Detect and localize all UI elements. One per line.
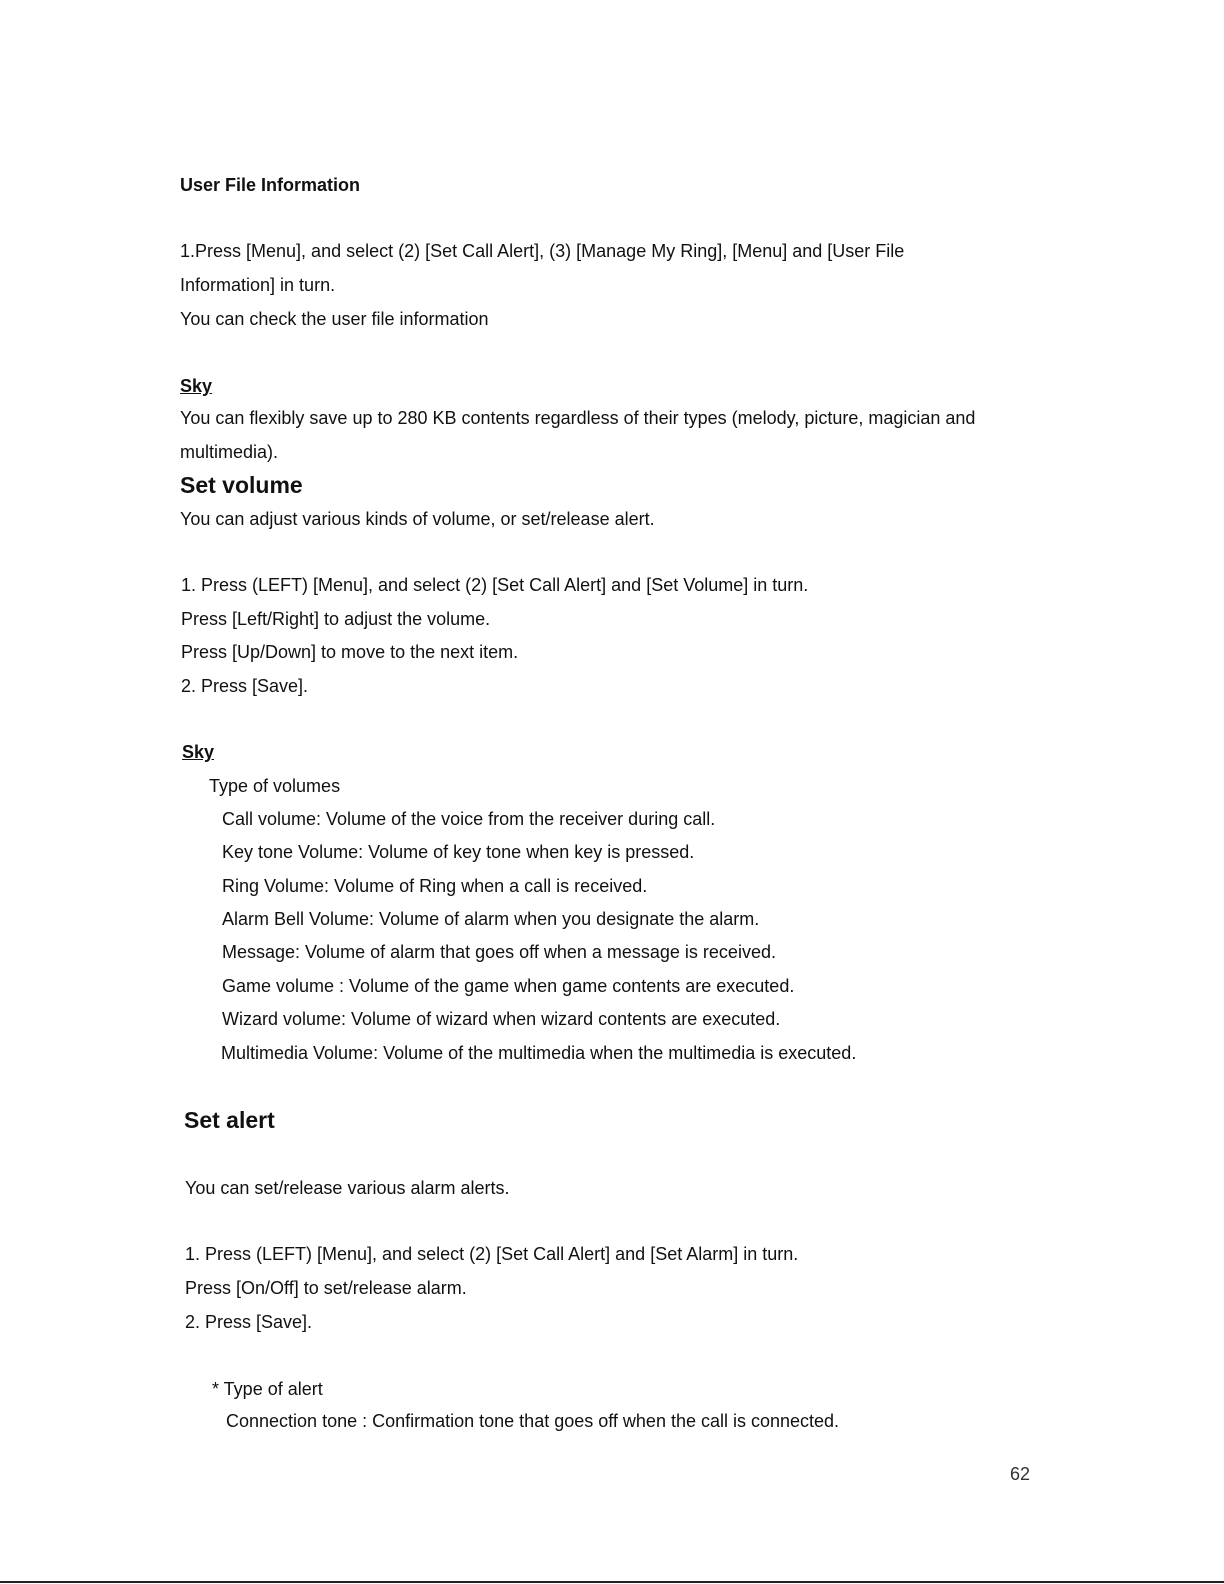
page-number: 62: [1010, 1464, 1031, 1484]
sky-note-line1: You can flexibly save up to 280 KB contents regardless of their types (melody, picture, magician and: [180, 408, 976, 428]
set-volume-step: Press [Left/Right] to adjust the volume.: [181, 609, 491, 629]
user-file-info-step1-line1: 1.Press [Menu], and select (2) [Set Call Alert], (3) [Manage My Ring], [Menu] and [User File: [180, 241, 905, 261]
volume-type-item: Wizard volume: Volume of wizard when wizard contents are executed.: [222, 1009, 781, 1029]
volume-type-item: Multimedia Volume: Volume of the multimedia when the multimedia is executed.: [221, 1043, 857, 1063]
set-volume-step: 1. Press (LEFT) [Menu], and select (2) [Set Call Alert] and [Set Volume] in turn.: [181, 575, 809, 595]
sky-volume-label: Sky: [182, 742, 215, 762]
volume-type-item: Game volume : Volume of the game when game contents are executed.: [222, 976, 795, 996]
volume-type-item: Message: Volume of alarm that goes off when a message is received.: [222, 942, 776, 962]
user-file-info-step1-line2: Information] in turn.: [180, 275, 336, 295]
volume-type-item: Call volume: Volume of the voice from the receiver during call.: [222, 809, 716, 829]
set-alert-heading: Set alert: [184, 1107, 275, 1133]
set-volume-heading: Set volume: [180, 472, 303, 498]
volume-type-item: Key tone Volume: Volume of key tone when key is pressed.: [222, 842, 695, 862]
set-alert-step: 2. Press [Save].: [185, 1312, 313, 1332]
volume-types-title: Type of volumes: [209, 776, 341, 796]
set-volume-step: 2. Press [Save].: [181, 676, 309, 696]
set-alert-intro: You can set/release various alarm alerts.: [185, 1178, 510, 1198]
bottom-rule: [0, 1581, 1224, 1583]
alert-type-item: Connection tone : Confirmation tone that goes off when the call is connected.: [226, 1411, 840, 1431]
volume-type-item: Alarm Bell Volume: Volume of alarm when you designate the alarm.: [222, 909, 760, 929]
set-alert-step: Press [On/Off] to set/release alarm.: [185, 1278, 467, 1298]
alert-types-title: * Type of alert: [212, 1379, 323, 1399]
set-volume-step: Press [Up/Down] to move to the next item.: [181, 642, 519, 662]
volume-type-item: Ring Volume: Volume of Ring when a call is received.: [222, 876, 648, 896]
user-file-info-heading: User File Information: [180, 175, 361, 195]
set-volume-intro: You can adjust various kinds of volume, or set/release alert.: [180, 509, 655, 529]
set-alert-step: 1. Press (LEFT) [Menu], and select (2) [Set Call Alert] and [Set Alarm] in turn.: [185, 1244, 799, 1264]
user-file-info-note: You can check the user file information: [180, 309, 489, 329]
sky-note-line2: multimedia).: [180, 442, 279, 462]
sky-note-label: Sky: [180, 376, 213, 396]
